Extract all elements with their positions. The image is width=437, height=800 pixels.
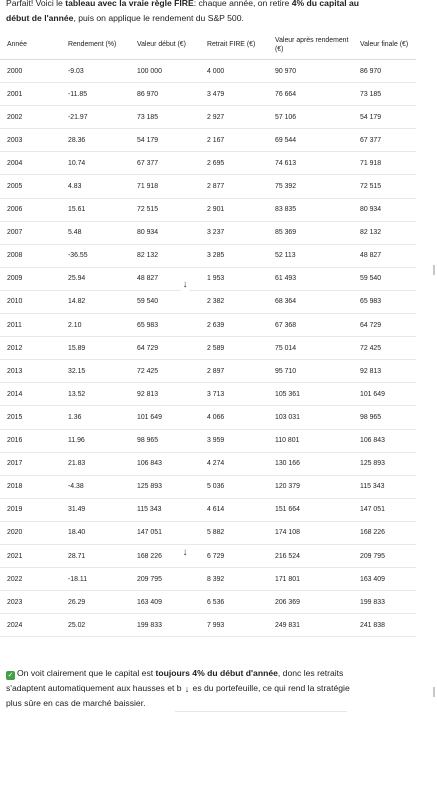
table-cell: 7 993 [200,614,268,637]
table-cell: 174 108 [268,521,353,544]
table-cell: 101 649 [353,383,416,406]
table-cell: 85 369 [268,221,353,244]
table-cell: 98 965 [353,406,416,429]
table-cell: 72 425 [130,360,200,383]
table-cell: 2002 [0,106,61,129]
table-cell: 82 132 [130,244,200,267]
scrollbar-mark[interactable] [433,265,435,275]
table-row [0,198,416,221]
table-cell: 73 185 [130,106,200,129]
table-row [0,314,416,337]
scrollbar-mark[interactable] [433,687,435,697]
table-cell: 2 589 [200,337,268,360]
table-body [0,60,416,637]
intro-paragraph [6,0,366,26]
conclusion-text-1: On voit clairement que le capital est [17,668,156,678]
conclusion-paragraph [6,666,351,711]
table-row [0,498,416,521]
column-header: Valeur début (€) [130,30,200,60]
table-cell: 10.74 [61,152,130,175]
table-cell: 61 493 [268,267,353,290]
table-cell: 125 893 [353,452,416,475]
column-header: Valeur après rendement (€) [268,30,353,60]
table-cell: 2 167 [200,129,268,152]
fire-table [0,30,416,637]
table-cell: 3 237 [200,221,268,244]
table-cell: 73 185 [353,83,416,106]
column-header: Année [0,30,61,60]
table-row [0,429,416,452]
divider [175,711,347,712]
table-cell: 115 343 [130,498,200,521]
table-row [0,244,416,267]
arrow-down-icon[interactable]: ↓ [178,546,192,560]
table-cell: 6 536 [200,591,268,614]
table-cell: 3 959 [200,429,268,452]
intro-text-1: Parfait! Voici le [6,0,66,8]
table-cell: 64 729 [353,314,416,337]
table-cell: 65 983 [130,314,200,337]
table-cell: -21.97 [61,106,130,129]
table-row [0,106,416,129]
table-cell: 199 833 [353,591,416,614]
table-cell: 120 379 [268,475,353,498]
table-cell: 168 226 [353,521,416,544]
table-row [0,521,416,544]
table-cell: 74 613 [268,152,353,175]
table-cell: 3 713 [200,383,268,406]
table-cell: 98 965 [130,429,200,452]
table-cell: 15.89 [61,337,130,360]
table-cell: 13.52 [61,383,130,406]
table-cell: 110 801 [268,429,353,452]
table-cell: 72 515 [130,198,200,221]
table-cell: 31.49 [61,498,130,521]
table-cell: 67 377 [353,129,416,152]
table-cell: 18.40 [61,521,130,544]
table-cell: 130 166 [268,452,353,475]
table-row [0,383,416,406]
intro-text-3: , puis on applique le rendement du S&P 500. [73,13,244,23]
table-cell: 86 970 [353,60,416,83]
table-cell: 4 000 [200,60,268,83]
table-cell: 163 409 [353,568,416,591]
table-cell: 69 544 [268,129,353,152]
table-cell: 48 827 [353,244,416,267]
column-header: Retrait FIRE (€) [200,30,268,60]
table-cell: 2023 [0,591,61,614]
table-row [0,406,416,429]
table-cell: 2021 [0,544,61,567]
table-cell: 95 710 [268,360,353,383]
intro-bold-2: 4% du capital au début de l'année [6,0,360,23]
table-cell: 2005 [0,175,61,198]
arrow-down-icon[interactable]: ↓ [178,278,192,292]
table-cell: 199 833 [130,614,200,637]
table-cell: 100 000 [130,60,200,83]
table-cell: 2003 [0,129,61,152]
table-cell: 3 285 [200,244,268,267]
table-cell: 2018 [0,475,61,498]
table-cell: 1.36 [61,406,130,429]
table-cell: 105 361 [268,383,353,406]
table-row [0,267,416,290]
table-cell: 171 801 [268,568,353,591]
conclusion-text-3: es du portefeuille, ce qui rend la stratégie plus sûre en cas de marché baissier. [6,683,350,708]
table-cell: 59 540 [130,290,200,313]
check-mark-icon: ✓ [7,672,14,679]
column-header: Valeur finale (€) [353,30,416,60]
table-cell: 103 031 [268,406,353,429]
table-row [0,452,416,475]
table-row [0,152,416,175]
table-cell: 115 343 [353,475,416,498]
table-cell: 65 983 [353,290,416,313]
table-header-row [0,30,416,60]
table-cell: 3 479 [200,83,268,106]
table-cell: 2013 [0,360,61,383]
table-cell: 6 729 [200,544,268,567]
table-cell: 2017 [0,452,61,475]
table-row [0,290,416,313]
table-cell: 5.48 [61,221,130,244]
table-cell: 64 729 [130,337,200,360]
table-cell: 216 524 [268,544,353,567]
intro-text-2: : chaque année, on retire [193,0,292,8]
table-cell: 92 813 [130,383,200,406]
table-cell: 2 877 [200,175,268,198]
table-cell: 2 639 [200,314,268,337]
table-cell: 2010 [0,290,61,313]
table-cell: 2011 [0,314,61,337]
table-cell: 2015 [0,406,61,429]
table-cell: 209 795 [130,568,200,591]
table-cell: 4 274 [200,452,268,475]
table-cell: 54 179 [353,106,416,129]
table-cell: 2007 [0,221,61,244]
table-cell: 57 106 [268,106,353,129]
table-cell: 71 918 [130,175,200,198]
table-cell: 2009 [0,267,61,290]
table-cell: 67 377 [130,152,200,175]
table-row [0,360,416,383]
table-cell: 59 540 [353,267,416,290]
table-cell: 28.71 [61,544,130,567]
table-cell: 11.96 [61,429,130,452]
table-cell: 2 927 [200,106,268,129]
table-row [0,129,416,152]
table-cell: 83 835 [268,198,353,221]
table-cell: 14.82 [61,290,130,313]
table-cell: 75 392 [268,175,353,198]
intro-bold-1: tableau avec la vraie règle FIRE [65,0,194,8]
table-cell: 5 036 [200,475,268,498]
table-row [0,544,416,567]
table-row [0,591,416,614]
table-cell: -11.85 [61,83,130,106]
table-cell: 75 014 [268,337,353,360]
table-row [0,475,416,498]
table-cell: 2019 [0,498,61,521]
arrow-down-icon[interactable]: ↓ [182,684,193,695]
table-cell: 86 970 [130,83,200,106]
table-cell: 147 051 [353,498,416,521]
table-cell: 72 515 [353,175,416,198]
table-cell: 168 226 [130,544,200,567]
table-cell: 2 901 [200,198,268,221]
table-cell: 2 382 [200,290,268,313]
table-cell: 2 897 [200,360,268,383]
table-cell: -36.55 [61,244,130,267]
table-cell: -18.11 [61,568,130,591]
table-cell: 4 066 [200,406,268,429]
table-cell: 125 893 [130,475,200,498]
table-cell: 5 882 [200,521,268,544]
table-cell: 25.94 [61,267,130,290]
table-row [0,337,416,360]
table-row [0,221,416,244]
table-cell: 2022 [0,568,61,591]
table-cell: 90 970 [268,60,353,83]
table-cell: 2000 [0,60,61,83]
table-row [0,60,416,83]
table-cell: 2006 [0,198,61,221]
table-cell: 52 113 [268,244,353,267]
table-cell: 67 368 [268,314,353,337]
table-row [0,568,416,591]
table-cell: 101 649 [130,406,200,429]
table-cell: 241 838 [353,614,416,637]
table-cell: 106 843 [353,429,416,452]
table-cell: 4.83 [61,175,130,198]
table-cell: 163 409 [130,591,200,614]
table-cell: 92 813 [353,360,416,383]
table-cell: 1 953 [200,267,268,290]
table-cell: 209 795 [353,544,416,567]
conclusion-text-2: , donc les retraits s'adaptent automatiquement aux hausses et b [6,668,344,693]
table-cell: 206 369 [268,591,353,614]
table-cell: 28.36 [61,129,130,152]
table-cell: 72 425 [353,337,416,360]
table-cell: 2004 [0,152,61,175]
table-cell: -4.38 [61,475,130,498]
table-cell: 2016 [0,429,61,452]
table-cell: 106 843 [130,452,200,475]
table-cell: 2001 [0,83,61,106]
table-cell: 80 934 [130,221,200,244]
table-cell: 2.10 [61,314,130,337]
table-row [0,175,416,198]
table-cell: 2024 [0,614,61,637]
table-cell: 8 392 [200,568,268,591]
table-cell: 2012 [0,337,61,360]
table-cell: 71 918 [353,152,416,175]
table-row [0,614,416,637]
table-cell: 2014 [0,383,61,406]
table-cell: 26.29 [61,591,130,614]
table-cell: 15.61 [61,198,130,221]
table-cell: 25.02 [61,614,130,637]
table-cell: 54 179 [130,129,200,152]
conclusion-bold-1: toujours 4% du début d'année [155,668,278,678]
table-cell: 2 695 [200,152,268,175]
table-cell: 68 364 [268,290,353,313]
table-row [0,83,416,106]
table-cell: 48 827 [130,267,200,290]
table-cell: 32.15 [61,360,130,383]
table-cell: 80 934 [353,198,416,221]
table-cell: 76 664 [268,83,353,106]
table-cell: 151 664 [268,498,353,521]
table-cell: 2008 [0,244,61,267]
table-cell: 82 132 [353,221,416,244]
table-cell: 249 831 [268,614,353,637]
table-cell: 147 051 [130,521,200,544]
table-cell: 4 614 [200,498,268,521]
table-cell: 21.83 [61,452,130,475]
column-header: Rendement (%) [61,30,130,60]
table-cell: -9.03 [61,60,130,83]
table-cell: 2020 [0,521,61,544]
